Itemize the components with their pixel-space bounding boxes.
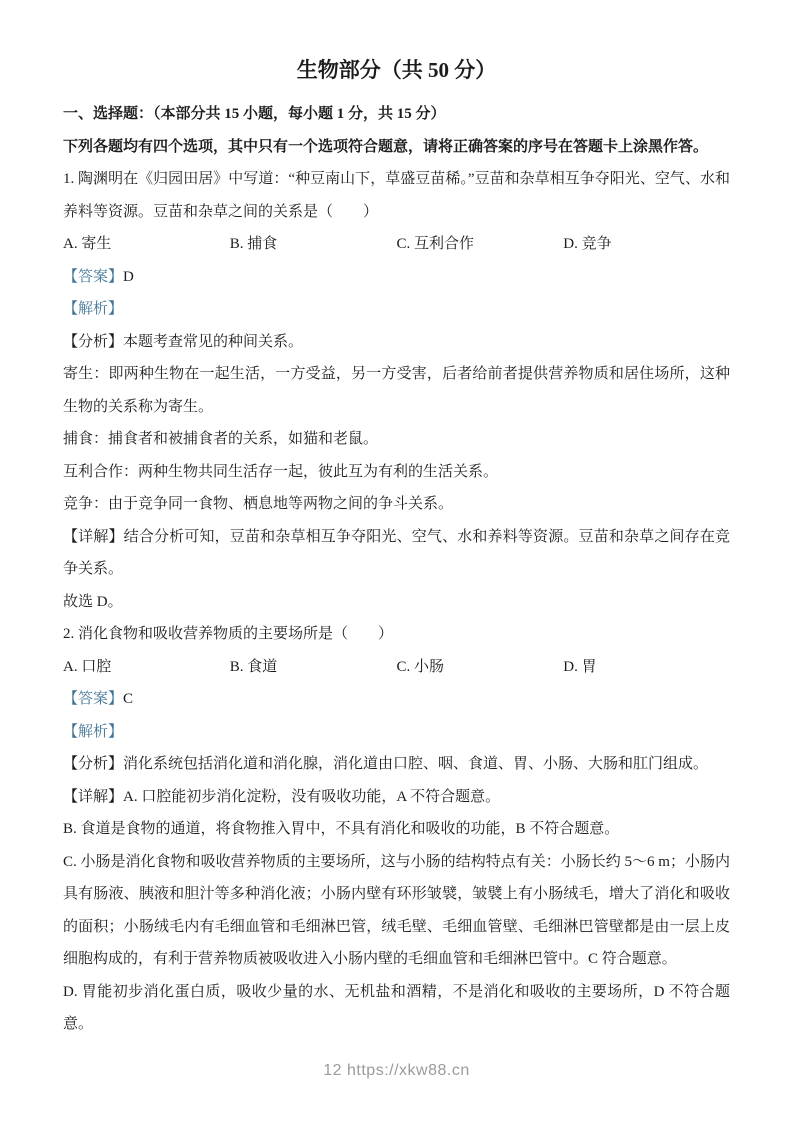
question-2-option-d: D. 胃 xyxy=(563,658,597,675)
question-2-exp-paragraph: 【分析】消化系统包括消化道和消化腺，消化道由口腔、咽、食道、胃、小肠、大肠和肛门组成。 xyxy=(63,756,709,772)
question-1-options xyxy=(63,228,730,261)
question-1-stem: 1. 陶渊明在《归园田居》中写道：“种豆南山下，草盛豆苗稀。”豆苗和杂草相互争夺阳光、空气、水和养料等资源。豆苗和杂草之间的关系是（ ） xyxy=(63,171,730,220)
question-2-answer-value: C xyxy=(123,691,134,707)
section-instructions: 下列各题均有四个选项，其中只有一个选项符合题意，请将正确答案的序号在答题卡上涂黑作答。 xyxy=(63,138,709,155)
question-1-analysis-label-line xyxy=(63,293,730,326)
question-2-option-a: A. 口腔 xyxy=(63,658,112,675)
question-2-option-b: B. 食道 xyxy=(229,658,278,675)
question-2-answer-line xyxy=(63,683,730,716)
question-1-exp-paragraph: 寄生：即两种生物在一起生活，一方受益，另一方受害，后者给前者提供营养物质和居住场所，这种生物的关系称为寄生。 xyxy=(63,366,730,415)
question-1-option-b: B. 捕食 xyxy=(229,236,278,252)
question-2-exp-paragraph: 【详解】A. 口腔能初步消化淀粉，没有吸收功能，A 不符合题意。 xyxy=(63,788,501,805)
answer-label: 【答案】 xyxy=(63,268,124,285)
question-2-options xyxy=(63,651,730,684)
question-2-analysis-label-line xyxy=(63,716,730,749)
question-2-exp-paragraph: C. 小肠是消化食物和吸收营养物质的主要场所，这与小肠的结构特点有关：小肠长约 5～6 m；小肠内具有肠液、胰液和胆汁等多种消化液；小肠内壁有环形皱襞，皱襞上有小肠绒毛，增大了消化和吸收的面积；小肠绒毛内有毛细血管和毛细淋巴管，绒毛壁、毛细血管壁、毛细淋巴管壁都是由一层上皮细胞构成的，有利于营养物质被吸收进入小肠内壁的毛细血管和毛细淋巴管中。C 符合题意。 xyxy=(63,853,730,967)
question-1-exp-paragraph: 【分析】本题考查常见的种间关系。 xyxy=(63,333,304,350)
question-2-option-c: C. 小肠 xyxy=(396,658,445,675)
question-1-answer-line xyxy=(63,261,730,294)
question-1-option-a: A. 寄生 xyxy=(63,236,112,252)
question-1-exp-paragraph: 竞争：由于竞争同一食物、栖息地等两物之间的争斗关系。 xyxy=(63,496,454,512)
question-2-stem: 2. 消化食物和吸收营养物质的主要场所是（ ） xyxy=(63,626,394,642)
analysis-label: 【解析】 xyxy=(63,723,124,740)
question-2-exp-paragraph: B. 食道是食物的通道，将食物推入胃中，不具有消化和吸收的功能，B 不符合题意。 xyxy=(63,821,620,837)
question-1-answer-value: D xyxy=(123,268,134,285)
page-footer xyxy=(0,1062,793,1080)
page-title: 生物部分（共 50 分） xyxy=(296,58,497,82)
question-1-option-c: C. 互利合作 xyxy=(396,236,475,252)
question-2-exp-paragraph: D. 胃能初步消化蛋白质，吸收少量的水、无机盐和酒精，不是消化和吸收的主要场所，D 不符合题意。 xyxy=(63,983,730,1032)
question-1-exp-paragraph: 互利合作：两种生物共同生活存一起，彼此互为有利的生活关系。 xyxy=(63,463,499,480)
question-1-option-d: D. 竞争 xyxy=(563,236,612,252)
section-heading: 一、选择题：（本部分共 15 小题，每小题 1 分，共 15 分） xyxy=(63,106,446,122)
page-number: 12 xyxy=(323,1062,343,1079)
answer-label: 【答案】 xyxy=(63,691,124,707)
question-1-exp-paragraph: 【详解】结合分析可知，豆苗和杂草相互争夺阳光、空气、水和养料等资源。豆苗和杂草之间存在竞争关系。 xyxy=(63,528,730,577)
question-2 xyxy=(63,618,730,1041)
footer-url: https://xkw88.cn xyxy=(347,1062,470,1079)
question-1-exp-paragraph: 捕食：捕食者和被捕食者的关系，如猫和老鼠。 xyxy=(63,431,379,447)
question-1-conclusion: 故选 D。 xyxy=(63,593,123,610)
question-1 xyxy=(63,163,730,618)
analysis-label: 【解析】 xyxy=(63,301,124,317)
